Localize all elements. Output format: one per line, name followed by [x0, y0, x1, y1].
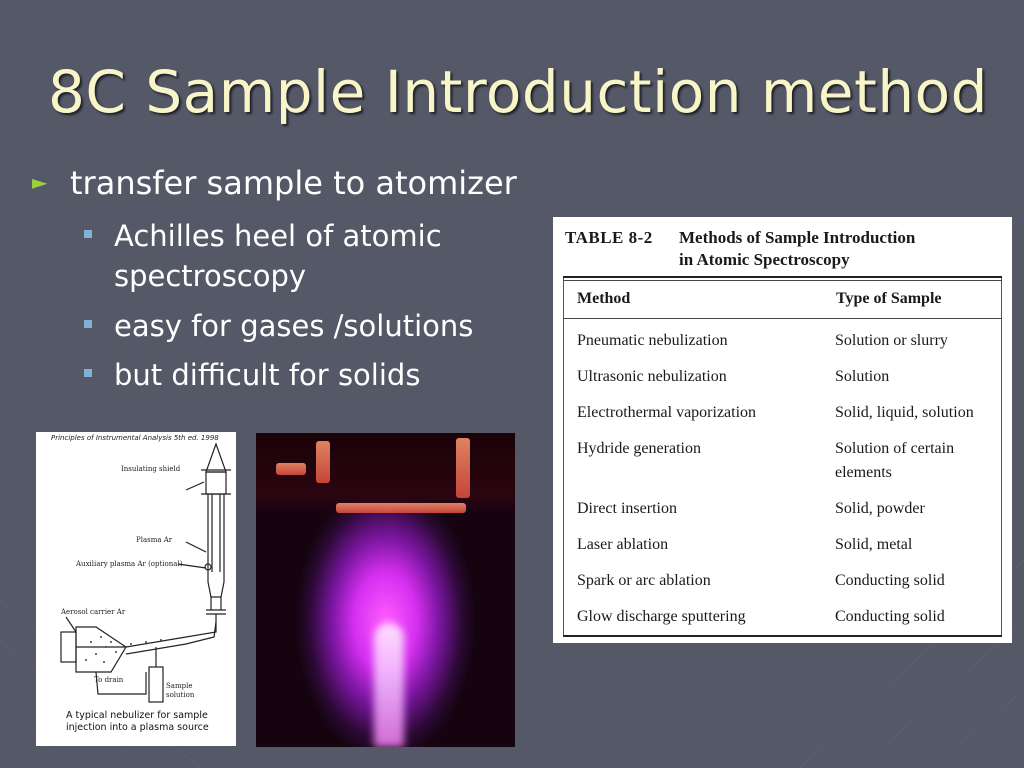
label-to-drain: To drain: [94, 676, 124, 684]
diagram-caption-line: A typical nebulizer for sample: [66, 710, 208, 721]
sub-bullet-text: easy for gases /solutions: [114, 309, 474, 343]
diagram-caption-line: injection into a plasma source: [66, 722, 209, 733]
table-cell-method: Glow discharge sputtering: [577, 608, 746, 625]
glowing-electrode: [336, 503, 466, 513]
table-cell-type: Solid, metal: [835, 536, 913, 553]
sub-bullet: [84, 306, 473, 346]
sub-bullet-text: Achilles heel of atomic spectroscopy: [114, 219, 442, 293]
table-cell-method: Electrothermal vaporization: [577, 404, 757, 421]
table-caption-line: Methods of Sample Introduction: [679, 228, 916, 247]
table-cell-type: Solution of certain elements: [835, 440, 955, 481]
table-rule: [563, 280, 1002, 281]
main-bullet: [32, 164, 517, 202]
nebulizer-diagram: [36, 432, 236, 746]
table-cell-type: Solution: [835, 368, 890, 385]
glowing-electrode: [276, 463, 306, 475]
table-rule: [563, 318, 1002, 319]
plasma-photo: [256, 433, 515, 747]
square-icon: [84, 230, 92, 238]
label-solution: solution: [166, 691, 195, 699]
slide-title: 8C Sample Introduction method: [48, 58, 988, 126]
table-caption: [679, 227, 915, 271]
table-cell-type: Conducting solid: [835, 572, 945, 589]
nebulizer-drawing: [36, 432, 236, 746]
table-rule: [563, 635, 1002, 637]
sub-bullet: [84, 216, 514, 296]
plasma-core: [374, 623, 404, 747]
table-cell-method: Hydride generation: [577, 440, 701, 457]
triangle-arrow-icon: ►: [32, 170, 48, 194]
glowing-electrode: [316, 441, 330, 483]
table-cell-type: Solution or slurry: [835, 332, 948, 349]
label-insulating-shield: Insulating shield: [121, 465, 181, 473]
sample-introduction-table: [553, 217, 1012, 643]
table-cell-type: Solid, liquid, solution: [835, 404, 974, 421]
table-cell-method: Pneumatic nebulization: [577, 332, 728, 349]
table-cell-method: Direct insertion: [577, 500, 677, 517]
diagram-citation: Principles of Instrumental Analysis 5th ed. 1998: [51, 434, 219, 442]
sub-bullet: [84, 355, 420, 395]
label-aerosol-carrier: Aerosol carrier Ar: [61, 608, 126, 616]
table-cell-method: Ultrasonic nebulization: [577, 368, 727, 385]
square-icon: [84, 369, 92, 377]
table-cell-type: Solid, powder: [835, 500, 925, 517]
square-icon: [84, 320, 92, 328]
table-caption-line: in Atomic Spectroscopy: [679, 250, 850, 269]
label-auxiliary-plasma: Auxiliary plasma Ar (optional): [76, 560, 183, 568]
table-cell-method: Spark or arc ablation: [577, 572, 711, 589]
glowing-electrode: [456, 438, 470, 498]
sub-bullet-text: but difficult for solids: [114, 358, 421, 392]
table-header-type: Type of Sample: [836, 290, 942, 307]
diagram-caption: [66, 710, 209, 734]
table-rule: [563, 276, 1002, 278]
table-label: TABLE 8-2: [565, 228, 653, 247]
label-plasma-ar: Plasma Ar: [136, 536, 173, 544]
label-sample: Sample: [166, 682, 193, 690]
table-cell-type: Conducting solid: [835, 608, 945, 625]
main-bullet-text: transfer sample to atomizer: [70, 164, 517, 202]
table-header-method: Method: [577, 290, 631, 307]
table-cell-method: Laser ablation: [577, 536, 669, 553]
